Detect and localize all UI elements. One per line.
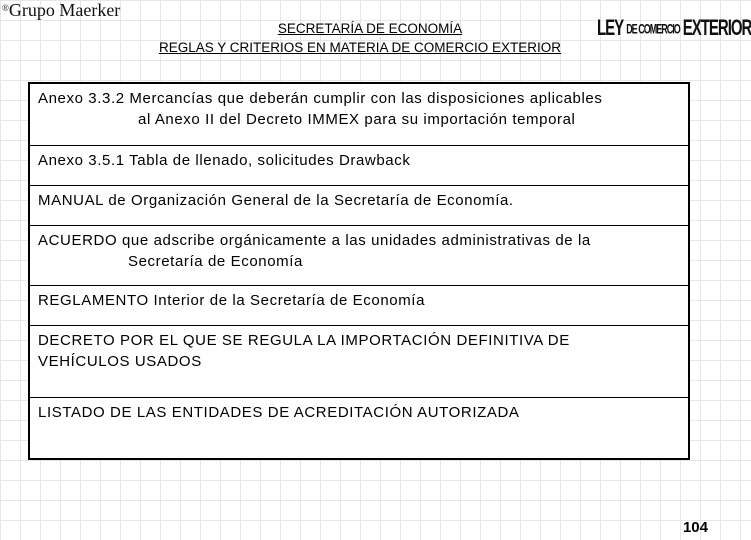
list-item [30, 186, 688, 226]
list-item-line2: VEHÍCULOS USADOS [38, 353, 202, 370]
brand-logo [2, 0, 120, 21]
slide-header [0, 15, 720, 57]
list-item-line1: REGLAMENTO Interior de la Secretaría de Economía [38, 292, 426, 309]
page-number: 104 [682, 519, 708, 536]
list-item [30, 146, 688, 186]
header-title: SECRETARÍA DE ECONOMÍA [277, 21, 463, 36]
list-item-line1: MANUAL de Organización General de la Secretaría de Economía. [38, 192, 514, 209]
list-item-line2: al Anexo II del Decreto IMMEX para su importación temporal [138, 111, 576, 128]
list-item [30, 326, 688, 398]
document-list [28, 82, 690, 460]
list-item-line1: DECRETO POR EL QUE SE REGULA LA IMPORTACIÓN DEFINITIVA DE [38, 332, 570, 349]
list-item-line1: ACUERDO que adscribe orgánicamente a las unidades administrativas de la [38, 232, 591, 249]
list-item [30, 84, 688, 146]
list-item [30, 398, 688, 458]
brand-name: Grupo Maerker [8, 0, 121, 20]
list-item [30, 226, 688, 286]
list-item-line1: Anexo 3.5.1 Tabla de llenado, solicitudes Drawback [38, 152, 411, 169]
logo-text-a: LEY [597, 15, 624, 41]
list-item-line2: Secretaría de Economía [128, 253, 303, 270]
registered-mark: ® [2, 3, 9, 13]
list-item-line1: LISTADO DE LAS ENTIDADES DE ACREDITACIÓN AUTORIZADA [38, 404, 520, 421]
list-item-line1: Anexo 3.3.2 Mercancías que deberán cumplir con las disposiciones aplicables [38, 90, 603, 107]
logo-text-c: EXTERIOR [682, 15, 751, 41]
logo-text-b: DE COMERCIO [626, 21, 680, 37]
header-subtitle: REGLAS Y CRITERIOS EN MATERIA DE COMERCIO EXTERIOR [158, 40, 562, 55]
list-item [30, 286, 688, 326]
